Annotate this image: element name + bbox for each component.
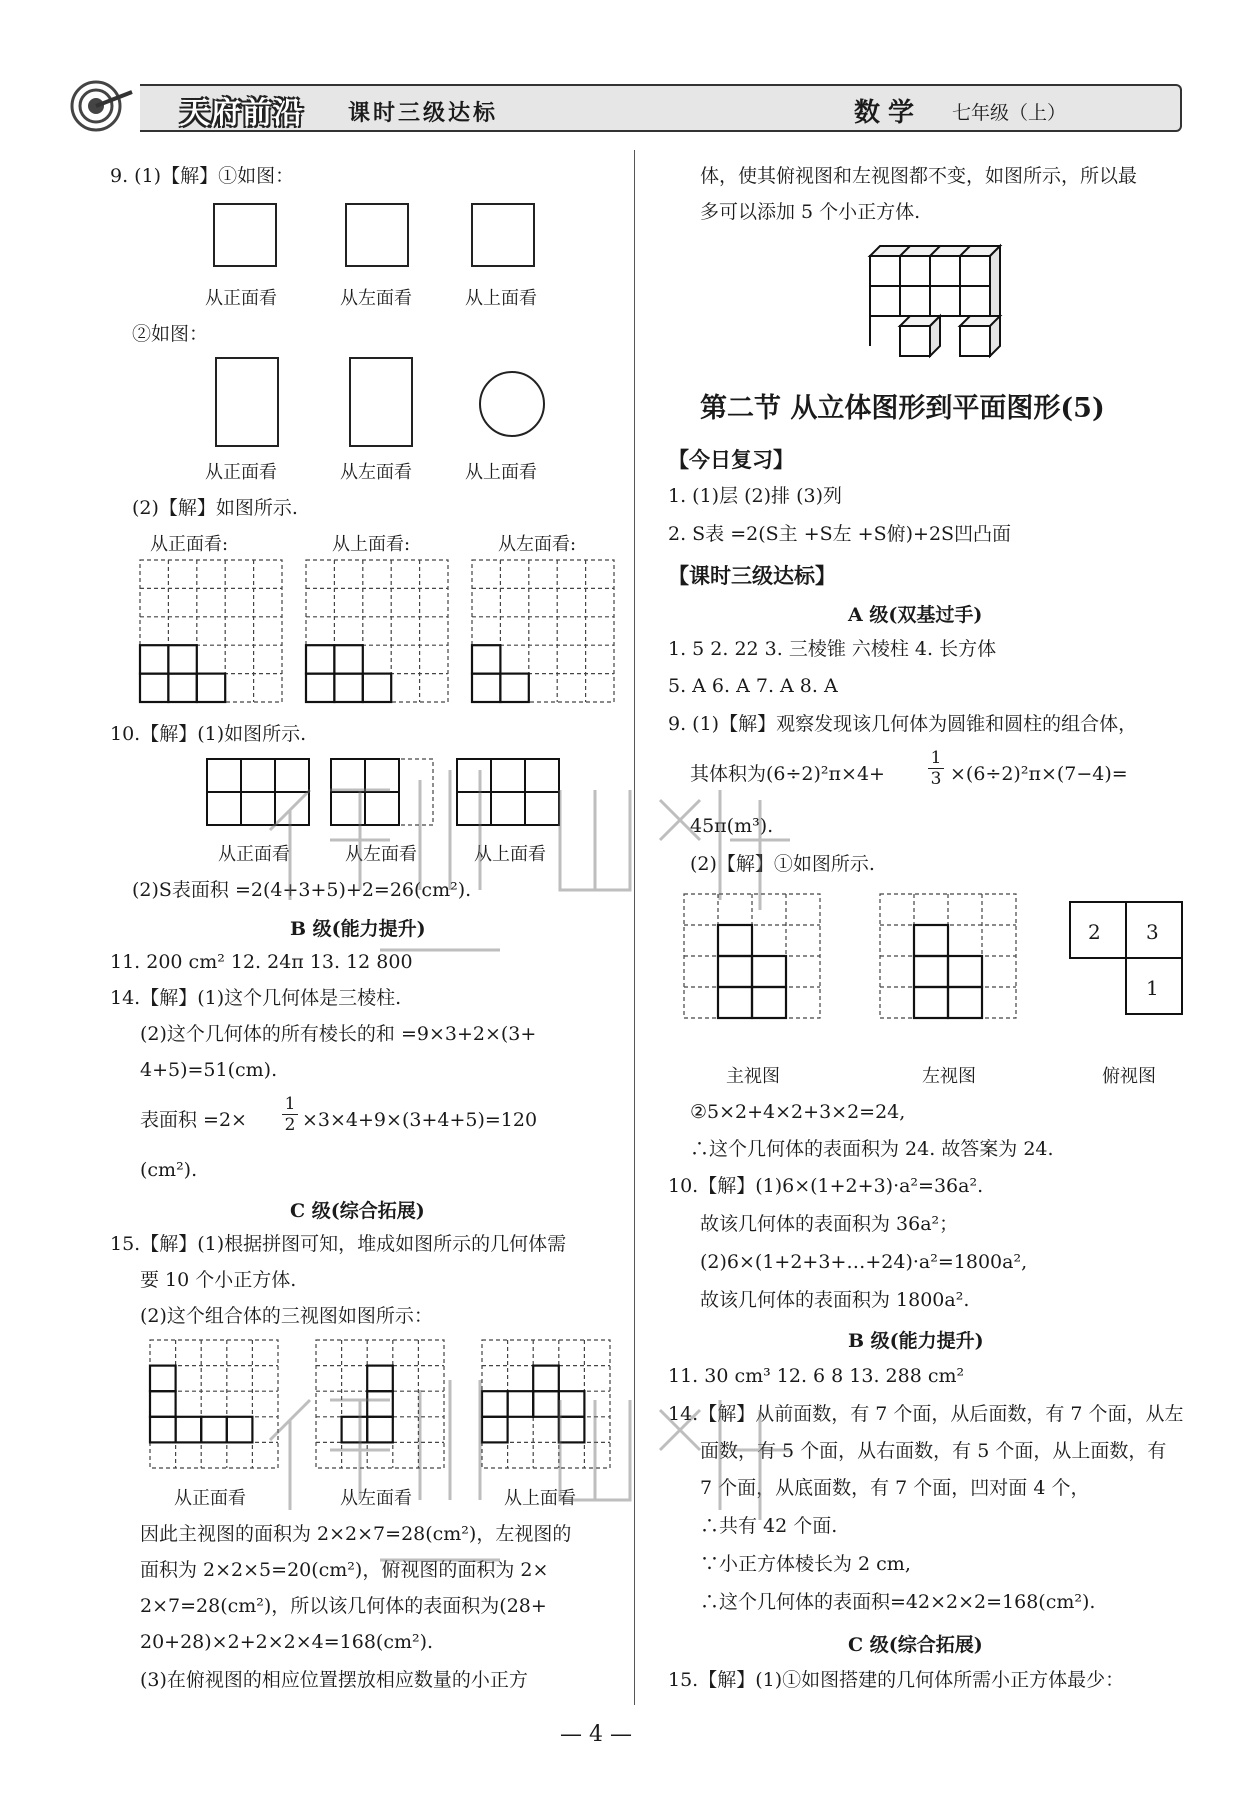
caption-a-0: 从正面看 — [205, 288, 277, 309]
level-c-heading-left: C 级(综合拓展) — [290, 1200, 425, 1222]
page-number: — 4 — — [560, 1722, 632, 1747]
top-view-square — [472, 204, 534, 266]
grid-e-left — [316, 1340, 444, 1468]
grid-c-front — [140, 560, 282, 702]
grid-c-top — [306, 560, 448, 702]
caption-b-1: 从左面看 — [340, 462, 412, 483]
answers-a-5-8: 5. A 6. A 7. A 8. A — [668, 675, 838, 697]
q14-2b: 4+5)=51(cm). — [140, 1059, 278, 1081]
review-2: 2. S表 =2(S主 +S左 +S俯)+2S凹凸面 — [668, 523, 1012, 545]
caption-c-0: 从正面看: — [150, 534, 229, 555]
grid-d-top — [457, 759, 559, 825]
q10-2: (2)S表面积 =2(4+3+5)+2=26(cm²). — [132, 879, 472, 901]
q15-3b: 面积为 2×2×5=20(cm²)，俯视图的面积为 2× — [140, 1559, 549, 1581]
level-b-heading-right: B 级(能力提升) — [848, 1330, 984, 1352]
q14-r-3: 7 个面，从底面数，有 7 个面，凹对面 4 个， — [700, 1477, 1090, 1499]
q10-r-4: 故该几何体的表面积为 1800a². — [700, 1289, 970, 1311]
left-view-grid — [880, 894, 1016, 1018]
grid-c-left — [472, 560, 614, 702]
level-a-heading: A 级(双基过手) — [848, 604, 983, 626]
caption-top-view: 俯视图 — [1102, 1066, 1156, 1087]
q15-3c: 2×7=28(cm²)，所以该几何体的表面积为(28+ — [140, 1595, 547, 1617]
q9-2: (2)【解】如图所示. — [132, 497, 298, 519]
caption-a-2: 从上面看 — [465, 288, 537, 309]
q14-r-5: ∵小正方体棱长为 2 cm, — [700, 1553, 911, 1575]
q10-r-3: (2)6×(1+2+3+…+24)·a²=1800a², — [700, 1251, 1028, 1273]
caption-b-0: 从正面看 — [205, 462, 277, 483]
today-review-heading: 【今日复习】 — [668, 447, 794, 472]
cont-2: 多可以添加 5 个小正方体. — [700, 201, 921, 223]
views-b-figure — [210, 356, 610, 456]
fraction-third — [926, 748, 946, 789]
answers-a-1-4: 1. 5 2. 22 3. 三棱锥 六棱柱 4. 长方体 — [668, 638, 997, 660]
top-view-number-3: 3 — [1146, 920, 1159, 944]
q14-2a: (2)这个几何体的所有棱长的和 =9×3+2×(3+ — [140, 1023, 537, 1045]
top-view-circle — [480, 372, 544, 436]
fraction-half-num: 1 — [284, 1094, 296, 1114]
q14-3c: (cm²). — [140, 1159, 198, 1181]
q9-vol-b: ×(6÷2)²π×(7−4)= — [950, 763, 1128, 785]
fraction-half-den: 2 — [284, 1115, 296, 1135]
subject-name: 数学 — [854, 98, 923, 128]
level-c-heading-right: C 级(综合拓展) — [848, 1634, 983, 1656]
caption-c-1: 从上面看: — [332, 534, 411, 555]
views-d-figure — [205, 757, 585, 832]
grade-label: 七年级（上） — [952, 102, 1067, 124]
top-view-number-2: 2 — [1088, 920, 1101, 944]
caption-left-view: 左视图 — [922, 1066, 976, 1087]
q14-r-4: ∴共有 42 个面. — [700, 1515, 838, 1537]
q14-r-2: 面数，有 5 个面，从右面数，有 5 个面，从上面数，有 — [700, 1440, 1167, 1462]
fraction-half — [280, 1094, 300, 1135]
q9-vol-a: 其体积为(6÷2)²π×4+ — [690, 763, 885, 785]
cube-stack-figure — [868, 236, 1018, 361]
review-1: 1. (1)层 (2)排 (3)列 — [668, 485, 842, 507]
q14-r-6: ∴这个几何体的表面积=42×2×2=168(cm²). — [700, 1591, 1096, 1613]
views-a-figure — [210, 200, 610, 270]
q9-r-4: ∴这个几何体的表面积为 24. 故答案为 24. — [690, 1138, 1054, 1160]
q14-3b: ×3×4+9×(3+4+5)=120 — [302, 1109, 538, 1131]
target-logo-icon — [70, 78, 130, 134]
caption-b-2: 从上面看 — [465, 462, 537, 483]
q14-1: 14.【解】(1)这个几何体是三棱柱. — [110, 987, 402, 1009]
q15-r-1: 15.【解】(1)①如图搭建的几何体所需小正方体最少： — [668, 1669, 1125, 1691]
q10-r-2: 故该几何体的表面积为 36a²； — [700, 1213, 959, 1235]
grid-d-left — [331, 759, 433, 825]
grid-d-front — [207, 759, 309, 825]
section-title: 第二节 从立体图形到平面图形(5) — [700, 393, 1105, 424]
front-view-rect — [216, 358, 278, 446]
caption-e-2: 从上面看 — [504, 1488, 576, 1509]
main-view-grid — [684, 894, 820, 1018]
q9-r-3: ②5×2+4×2+3×2=24, — [690, 1101, 906, 1123]
left-view-rect — [350, 358, 412, 446]
caption-c-2: 从左面看: — [498, 534, 577, 555]
q15-4: (3)在俯视图的相应位置摆放相应数量的小正方 — [140, 1669, 528, 1691]
top-view-grid — [1070, 902, 1182, 1014]
grid-e-front — [150, 1340, 278, 1468]
brand-logo: 天府前沿 — [180, 96, 304, 131]
q15-3a: 因此主视图的面积为 2×2×7=28(cm²)，左视图的 — [140, 1523, 572, 1545]
caption-e-0: 从正面看 — [174, 1488, 246, 1509]
caption-main-view: 主视图 — [726, 1066, 780, 1087]
lesson-heading: 【课时三级达标】 — [668, 563, 836, 588]
q10-r-1: 10.【解】(1)6×(1+2+3)·a²=36a². — [668, 1175, 984, 1197]
grid-e-top — [482, 1340, 610, 1468]
caption-d-2: 从上面看 — [474, 844, 546, 865]
q10: 10.【解】(1)如图所示. — [110, 723, 307, 745]
three-view-figure — [682, 892, 1162, 1062]
q9-r-1: 9. (1)【解】观察发现该几何体为圆锥和圆柱的组合体， — [668, 713, 1138, 735]
q14-3a: 表面积 =2× — [140, 1109, 247, 1131]
front-view-square — [214, 204, 276, 266]
q15-1a: 15.【解】(1)根据拼图可知，堆成如图所示的几何体需 — [110, 1233, 567, 1255]
page-header — [70, 78, 1180, 134]
fraction-third-den: 3 — [930, 769, 942, 789]
column-divider — [634, 150, 635, 1705]
top-view-number-1: 1 — [1146, 976, 1159, 1000]
q9-b: ②如图： — [132, 323, 209, 345]
fraction-third-num: 1 — [930, 748, 942, 768]
views-c-grids — [140, 560, 620, 710]
caption-d-1: 从左面看 — [345, 844, 417, 865]
q14-r-1: 14.【解】从前面数，有 7 个面，从后面数，有 7 个面，从左 — [668, 1403, 1184, 1425]
caption-e-1: 从左面看 — [340, 1488, 412, 1509]
cont-1: 体，使其俯视图和左视图都不变，如图所示，所以最 — [700, 165, 1138, 187]
series-name: 课时三级达标 — [348, 101, 499, 126]
q15-2: (2)这个组合体的三视图如图所示： — [140, 1305, 433, 1327]
answers-b-11-13: 11. 30 cm³ 12. 6 8 13. 288 cm² — [668, 1365, 965, 1387]
q9-intro: 9. (1)【解】①如图： — [110, 165, 295, 187]
caption-a-1: 从左面看 — [340, 288, 412, 309]
left-view-square — [346, 204, 408, 266]
answers-11-13: 11. 200 cm² 12. 24π 13. 12 800 — [110, 951, 413, 973]
q9-r-2: (2)【解】①如图所示. — [690, 853, 875, 875]
q15-3d: 20+28)×2+2×2×4=168(cm²). — [140, 1631, 434, 1653]
q9-vol-c: 45π(m³). — [690, 815, 774, 837]
caption-d-0: 从正面看 — [218, 844, 290, 865]
views-e-grids — [150, 1340, 630, 1480]
q15-1b: 要 10 个小正方体. — [140, 1269, 297, 1291]
level-b-heading-left: B 级(能力提升) — [290, 918, 426, 940]
